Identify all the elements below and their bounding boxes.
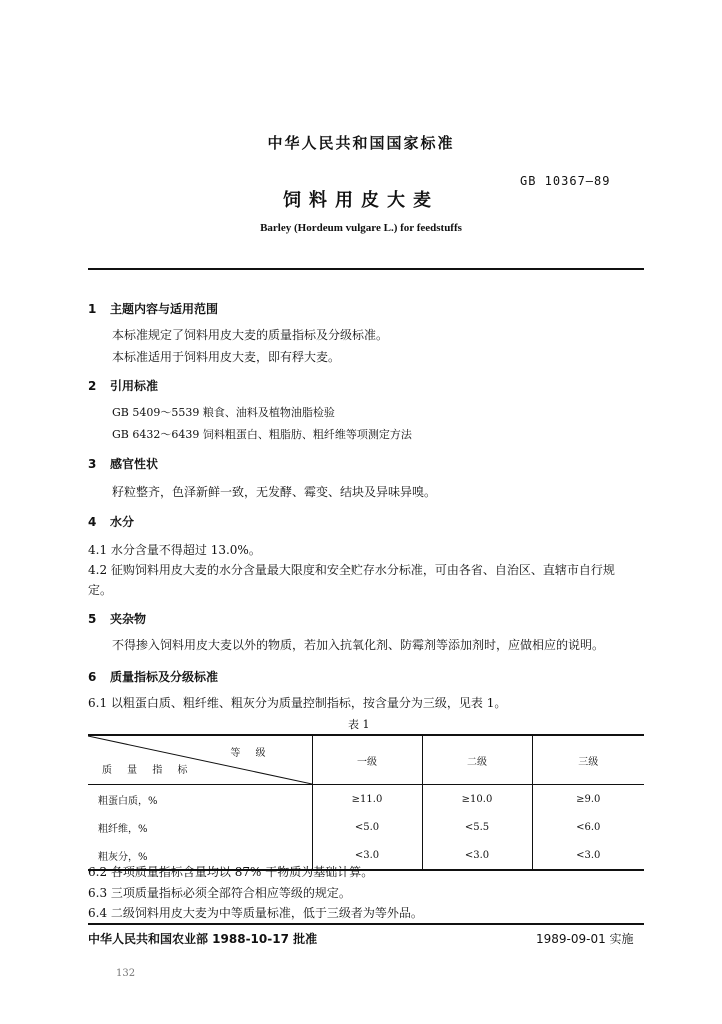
note-6-2: 6.2 各项质量指标含量均以 87% 干物质为基础计算。 [88, 865, 374, 879]
effective-date: 1989-09-01 实施 [536, 932, 634, 946]
table-cell: ≥10.0 [422, 785, 532, 814]
table-corner-cell [88, 735, 312, 785]
section-2-line-2: GB 6432～6439 饲料粗蛋白、粗脂肪、粗纤维等项测定方法 [112, 428, 412, 441]
quality-table [88, 734, 644, 871]
section-1-line-2: 本标准适用于饲料用皮大麦，即有稃大麦。 [112, 350, 341, 364]
document-title: 饲料用皮大麦 [283, 190, 439, 211]
table-cell: <6.0 [532, 813, 644, 841]
standard-code: GB 10367—89 [520, 174, 611, 188]
row-label-ash: 粗灰分，% [88, 841, 312, 870]
table-cell: <5.0 [312, 813, 422, 841]
column-header-grade-2: 二级 [422, 735, 532, 785]
section-4-line-2: 4.2 征购饲料用皮大麦的水分含量最大限度和安全贮存水分标准，可由各省、自治区、直辖市自行规 [88, 563, 615, 577]
issuing-body: 中华人民共和国国家标准 [267, 134, 455, 152]
section-1-heading: 1 主题内容与适用范围 [88, 302, 219, 316]
table-row [88, 813, 644, 841]
english-title: Barley (Hordeum vulgare L.) for feedstuffs [260, 222, 462, 234]
corner-diagonal [88, 736, 312, 784]
section-4-line-1: 4.1 水分含量不得超过 13.0%。 [88, 543, 261, 557]
section-5-heading: 5 夹杂物 [88, 612, 147, 626]
corner-grade-label: 等 级 [230, 748, 272, 759]
section-2-line-1: GB 5409～5539 粮食、油料及植物油脂检验 [112, 406, 335, 419]
section-4-heading: 4 水分 [88, 515, 135, 529]
section-2-heading: 2 引用标准 [88, 379, 159, 393]
section-6-heading: 6 质量指标及分级标准 [88, 670, 219, 684]
header-divider [88, 268, 644, 270]
table-row [88, 785, 644, 814]
footer-divider [88, 923, 644, 925]
approval-line: 中华人民共和国农业部 1988-10-17 批准 [88, 932, 318, 946]
row-label-protein: 粗蛋白质，% [98, 795, 158, 807]
corner-index-label: 质 量 指 标 [102, 765, 194, 776]
row-label-fiber: 粗纤维，% [98, 823, 148, 835]
section-3-heading: 3 感官性状 [88, 457, 159, 471]
table-cell: <5.5 [422, 813, 532, 841]
column-header-grade-1: 一级 [312, 735, 422, 785]
note-6-4: 6.4 二级饲料用皮大麦为中等质量标准，低于三级者为等外品。 [88, 906, 423, 920]
column-header-grade-3: 三级 [532, 735, 644, 785]
table-cell: ≥9.0 [532, 785, 644, 814]
table-cell: ≥11.0 [312, 785, 422, 814]
section-1-line-1: 本标准规定了饲料用皮大麦的质量指标及分级标准。 [112, 328, 389, 342]
table-caption: 表 1 [348, 718, 370, 731]
section-3-line-1: 籽粒整齐，色泽新鲜一致，无发酵、霉变、结块及异味异嗅。 [112, 485, 437, 499]
section-6-line-1: 6.1 以粗蛋白质、粗纤维、粗灰分为质量控制指标，按含量分为三级，见表 1。 [88, 696, 507, 710]
table-cell: <3.0 [312, 841, 422, 870]
page-number: 132 [116, 968, 136, 979]
section-5-line-1: 不得掺入饲料用皮大麦以外的物质，若加入抗氧化剂、防霉剂等添加剂时，应做相应的说明。 [112, 638, 605, 652]
table-cell: <3.0 [422, 841, 532, 870]
note-6-3: 6.3 三项质量指标必须全部符合相应等级的规定。 [88, 886, 351, 900]
table-cell: <3.0 [532, 841, 644, 870]
table-header-row [88, 735, 644, 785]
section-4-line-3: 定。 [88, 583, 113, 597]
